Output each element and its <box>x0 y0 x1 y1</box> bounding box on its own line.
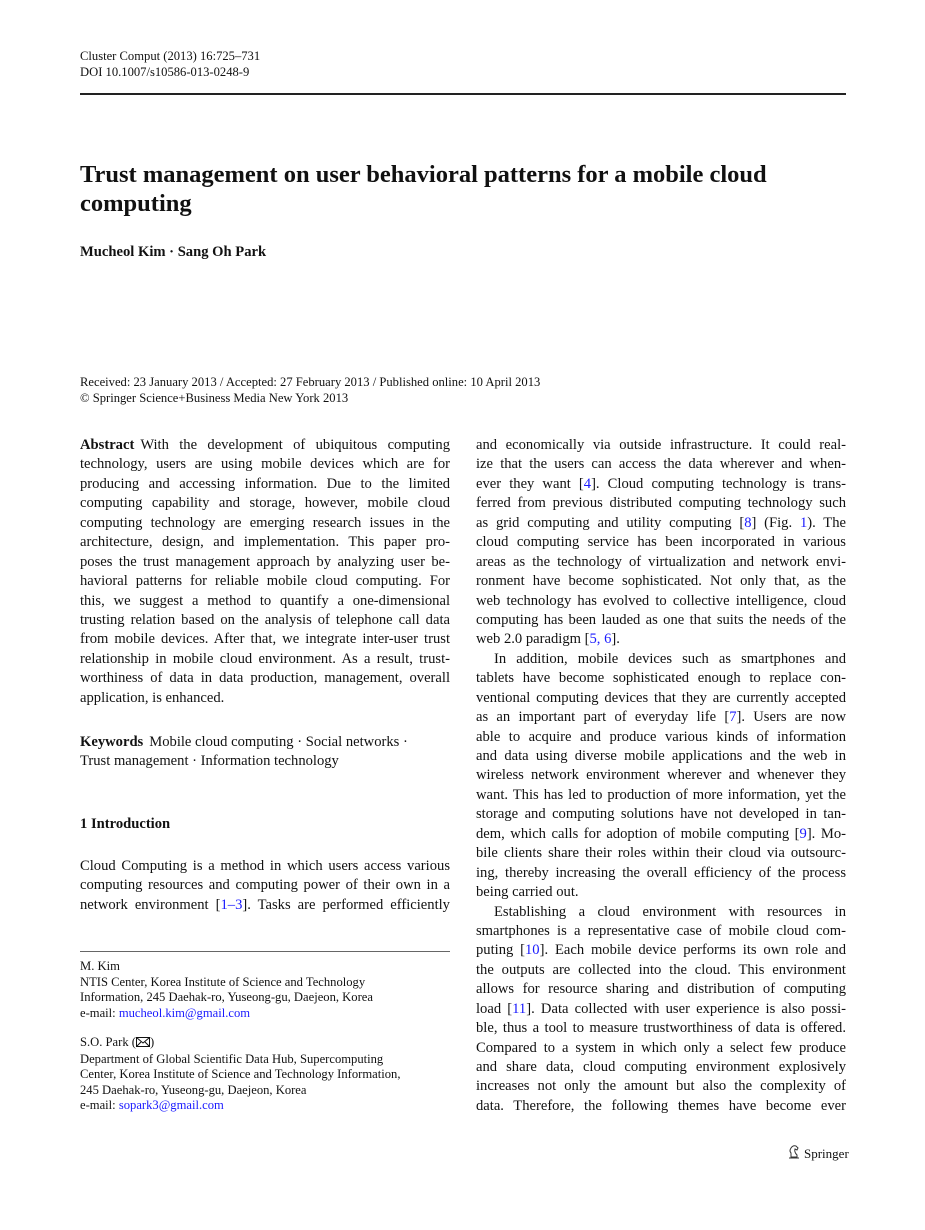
line-text: storage and computing solutions have not developed in tan- <box>476 806 846 823</box>
citation-link[interactable]: 4 <box>583 475 592 492</box>
section-heading: 1 Introduction <box>80 816 171 832</box>
label: Abstract <box>80 437 135 453</box>
paragraph <box>476 903 846 1117</box>
text-line <box>476 669 846 688</box>
text-line <box>80 896 450 915</box>
header-rule <box>80 93 846 95</box>
line-text: Trust management · Information technology <box>80 753 339 770</box>
text-line <box>476 455 846 474</box>
text-line <box>476 1058 846 1077</box>
copyright: © Springer Science+Business Media New York 2013 <box>80 391 349 405</box>
citation-link[interactable]: 9 <box>799 825 807 842</box>
text-line <box>476 1077 846 1096</box>
text-line <box>80 572 450 591</box>
line-text: this, we suggest a method to quantify a one-dimensional <box>80 592 450 609</box>
email-label: e-mail: <box>80 1005 119 1020</box>
text-line <box>476 941 846 960</box>
text-line <box>80 436 450 455</box>
paper-title <box>80 161 840 218</box>
text-line <box>80 689 450 708</box>
line-text: relationship in mobile cloud environment. As a result, trust- <box>80 650 450 667</box>
line-text: producing and accessing information. Due to the limited <box>80 475 450 492</box>
line-text: ble, thus a tool to measure trustworthiness of data is offered. <box>476 1020 846 1037</box>
intro-paragraph <box>80 857 450 915</box>
text-line <box>476 436 846 455</box>
line-text: trusting relation based on the analysis of telephone call data <box>80 611 450 628</box>
publisher-name: Springer <box>804 1145 849 1161</box>
line-text: load [11]. Data collected with user experience is also possi- <box>476 1000 846 1017</box>
line-text: worthiness of data in data production, management, overall <box>80 670 450 687</box>
line-text: Mobile cloud computing · Social networks · <box>149 734 408 750</box>
line-text: computing technology are emerging research issues in the <box>80 514 450 531</box>
affiliation-line: Center, Korea Institute of Science and Technology Information, <box>80 1067 401 1082</box>
text-line <box>80 533 450 552</box>
citation-link[interactable]: 10 <box>525 942 540 959</box>
line-text: wireless network environment wherever and whenever they <box>476 767 846 784</box>
text-line <box>476 1097 846 1116</box>
text-line <box>476 747 846 766</box>
email-link[interactable]: mucheol.kim@gmail.com <box>118 1005 251 1020</box>
text-line <box>476 592 846 611</box>
label: Keywords <box>80 734 144 750</box>
text-line <box>80 553 450 572</box>
line-text: In addition, mobile devices such as smartphones and <box>494 650 846 667</box>
line-text: areas as the technology of virtualization and network envi- <box>476 553 846 570</box>
line-text: application, is enhanced. <box>80 689 225 706</box>
email-label: e-mail: <box>80 1098 119 1113</box>
text-line <box>80 514 450 533</box>
text-line <box>80 611 450 630</box>
journal-citation: Cluster Comput (2013) 16:725–731 <box>80 49 261 63</box>
affiliation-line: 245 Daehak-ro, Yuseong-gu, Daejeon, Korea <box>80 1082 307 1097</box>
dates: Received: 23 January 2013 / Accepted: 27 February 2013 / Published online: 10 April 2013 <box>80 375 541 389</box>
text-line <box>80 650 450 669</box>
line-text: ize that the users can access the data wherever and when- <box>476 456 846 473</box>
text-line <box>476 494 846 513</box>
citation-link[interactable]: 8 <box>744 514 752 531</box>
text-line <box>476 922 846 941</box>
text-line <box>476 883 846 902</box>
line-text: tablets have become sophisticated enough to replace con- <box>476 670 846 687</box>
line-text: Cloud Computing is a method in which users access various <box>80 858 450 874</box>
paragraph <box>476 650 846 903</box>
footnote-kim <box>80 959 460 1021</box>
line-text: the outputs are collected into the cloud. This environment <box>476 961 846 978</box>
text-line <box>476 572 846 591</box>
text-line <box>80 592 450 611</box>
citation-link[interactable]: 5, 6 <box>589 631 612 648</box>
text-line <box>476 728 846 747</box>
line-text: havioral patterns for reliable mobile cloud computing. For <box>80 573 450 590</box>
text-line <box>476 903 846 922</box>
line-text: want. This has led to production of more information, yet the <box>476 786 846 803</box>
line-text: allows for resource sharing and distribution of computing <box>476 981 846 998</box>
text-line <box>80 630 450 649</box>
footnote-park <box>80 1035 460 1114</box>
line-text: dem, which calls for adoption of mobile computing [9]. Mo- <box>476 825 846 842</box>
text-line <box>476 708 846 727</box>
line-text: and economically via outside infrastructure. It could real- <box>476 437 846 453</box>
line-text: ever they want [4]. Cloud computing technology is trans- <box>476 475 846 492</box>
line-text: smartphones is a representative case of mobile cloud com- <box>476 922 846 939</box>
right-column <box>476 436 846 1116</box>
text-line <box>476 805 846 824</box>
line-text: and share data, cloud computing environment explosively <box>476 1059 846 1075</box>
line-text: computing has been lauded as one that suits the needs of the <box>476 611 846 628</box>
text-line <box>80 455 450 474</box>
line-text: being carried out. <box>476 884 579 901</box>
footnote-rule <box>80 951 450 952</box>
author-name: M. Kim <box>80 959 120 973</box>
text-line <box>476 1019 846 1038</box>
line-text: puting [10]. Each mobile device performs its own role and <box>476 942 846 959</box>
email-link[interactable]: sopark3@gmail.com <box>118 1098 224 1113</box>
text-line <box>476 475 846 494</box>
text-line <box>80 733 450 752</box>
text-line <box>476 514 846 533</box>
text-line <box>476 844 846 863</box>
citation-link[interactable]: 1–3 <box>220 896 243 913</box>
author-name: S.O. Park ( <box>80 1035 136 1049</box>
text-line <box>476 689 846 708</box>
text-line <box>476 864 846 883</box>
line-text: cloud computing service has been incorporated in various <box>476 534 846 551</box>
citation-link[interactable]: 11 <box>512 1000 527 1017</box>
text-line <box>476 766 846 785</box>
line-text: architecture, design, and implementation. This paper pro- <box>80 534 450 551</box>
text-line <box>80 857 450 876</box>
line-text: web 2.0 paradigm [5, 6]. <box>476 631 620 648</box>
text-line <box>476 611 846 630</box>
line-text: technology, users are using mobile devices which are for <box>80 456 450 473</box>
text-line <box>476 1039 846 1058</box>
citation-link[interactable]: 7 <box>729 709 737 726</box>
line-text: and data using diverse mobile applications and the web in <box>476 748 846 764</box>
line-text: increases not only the amount but also the complexity of <box>476 1078 846 1095</box>
affiliation-line: NTIS Center, Korea Institute of Science and Technology <box>80 974 366 989</box>
affiliation-line: Department of Global Scientific Data Hub, Supercomputing <box>80 1051 384 1066</box>
text-line <box>476 650 846 669</box>
line-text: Establishing a cloud environment with resources in <box>494 903 846 920</box>
text-line <box>80 752 450 771</box>
line-text: poses the trust management approach by analyzing user be- <box>80 553 450 570</box>
springer-horse-icon <box>788 1144 800 1163</box>
envelope-icon <box>136 1036 150 1052</box>
text-line <box>80 494 450 513</box>
text-line <box>476 533 846 552</box>
line-text: ferred from previous distributed computing technology such <box>476 495 846 512</box>
line-text: as an important part of everyday life [7]. Users are now <box>476 709 846 726</box>
line-text: computing capability and storage, however, mobile cloud <box>80 495 450 512</box>
paragraph <box>476 436 846 650</box>
title-line: computing <box>80 189 192 217</box>
text-line <box>476 553 846 572</box>
line-text: Compared to a system in which only a select few produce <box>476 1039 846 1056</box>
affiliation-line: Information, 245 Daehak-ro, Yuseong-gu, Daejeon, Korea <box>80 990 373 1005</box>
title-line: Trust management on user behavioral patterns for a mobile cloud <box>80 161 767 188</box>
line-text: computing resources and computing power of their own in a <box>80 877 450 894</box>
figure-link[interactable]: 1 <box>799 514 808 531</box>
abstract <box>80 436 450 708</box>
line-text: With the development of ubiquitous computing <box>140 437 450 453</box>
publisher-logo <box>788 1144 849 1163</box>
text-line <box>80 876 450 895</box>
text-line <box>476 961 846 980</box>
line-text: bile clients share their roles within their cloud via outsourc- <box>476 845 846 862</box>
line-text: data. Therefore, the following themes have become ever <box>476 1097 846 1114</box>
line-text: web technology has evolved to collective intelligence, cloud <box>476 592 846 609</box>
line-text: ventional computing devices that they are currently accepted <box>476 689 846 706</box>
text-line <box>476 825 846 844</box>
author-name-end: ) <box>149 1035 155 1049</box>
text-line <box>476 786 846 805</box>
text-line <box>476 630 846 649</box>
line-text: from mobile devices. After that, we integrate inter-user trust <box>80 631 450 648</box>
text-line <box>476 1000 846 1019</box>
text-line <box>80 669 450 688</box>
line-text: ronment have become sophisticated. Not only that, as the <box>476 573 846 590</box>
text-line <box>80 475 450 494</box>
line-text: ing, thereby increasing the overall efficiency of the process <box>476 864 846 881</box>
keywords <box>80 733 450 772</box>
line-text: as grid computing and utility computing [8] (Fig. 1). The <box>476 514 846 531</box>
line-text: able to acquire and produce various kinds of information <box>476 728 846 745</box>
doi: DOI 10.1007/s10586-013-0248-9 <box>80 65 250 79</box>
line-text: network environment [1–3]. Tasks are performed efficiently <box>80 896 450 913</box>
authors: Mucheol Kim · Sang Oh Park <box>80 244 267 260</box>
text-line <box>476 980 846 999</box>
